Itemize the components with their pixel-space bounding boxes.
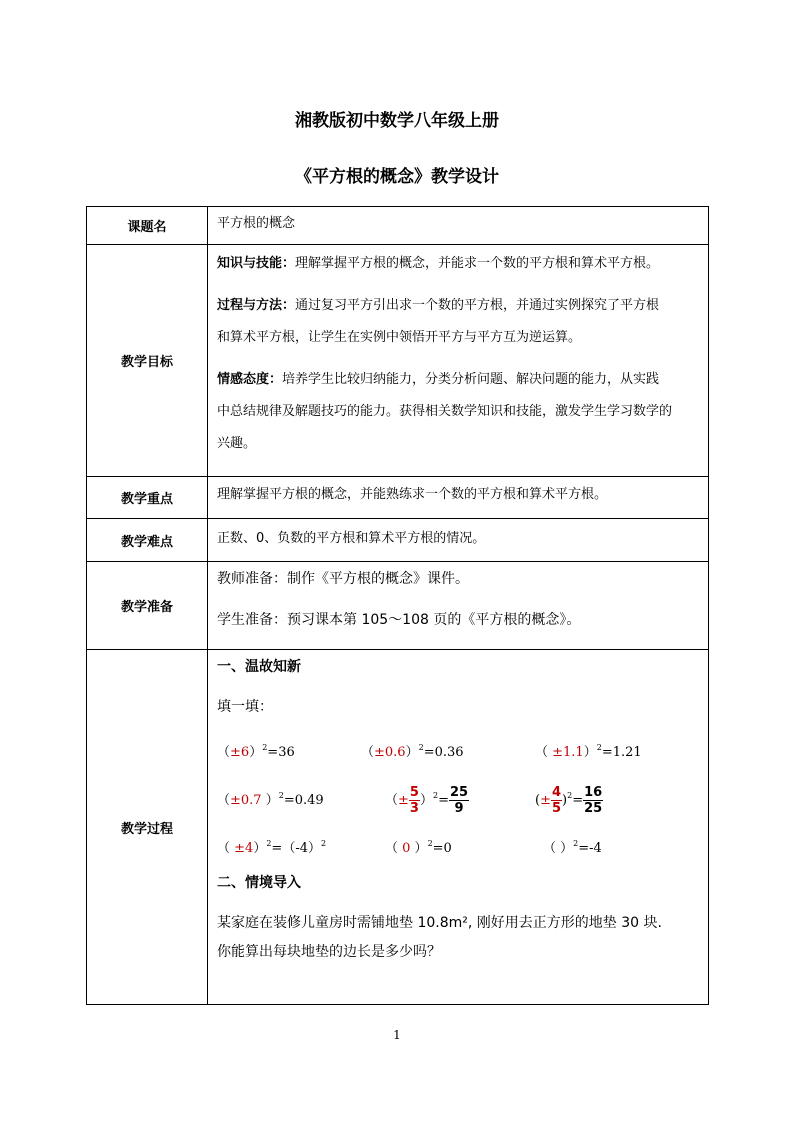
answer-1b: ±0.6 [374,745,406,760]
prep-student: 学生准备：预习课本第 105～108 页的《平方根的概念》。 [217,612,581,628]
lesson-plan-table [86,206,709,1005]
goal-emotion [217,364,700,396]
value-topic [208,207,709,245]
knowledge-heading: 知识与技能： [217,256,296,271]
scenario-text-2: 你能算出每块地垫的边长是多少吗？ [217,944,441,960]
document-title: 湘教版初中数学八年级上册 [295,111,499,131]
section-review: 一、温故知新 [217,659,301,675]
emotion-text-1: 培养学生比较归纳能力，分类分析问题、解决问题的能力，从实践 [282,372,660,387]
process-text-2: 和算术平方根，让学生在实例中领悟开平方与平方互为逆运算。 [217,330,582,345]
scenario-text-1: 某家庭在装修儿童房时需铺地垫 10.8m², 刚好用去正方形的地垫 30 块. [217,915,662,931]
exercise-1a: $(\pm 6)^2=36$ [217,743,295,760]
exercise-3a: （ $\pm 4)^2=(-4)^2$ [217,839,327,856]
exercise-row-2 [217,773,700,819]
answer-1c: ±1.1 [552,745,584,760]
answer-2b-sign: ± [398,793,409,808]
answer-2a: ±0.7 [230,793,262,808]
process-heading: 过程与方法： [217,298,296,313]
row-key [87,477,709,519]
exercise-1b: $(\pm 0.6)^2=0.36$ [361,743,464,760]
exercise-3b: （ 0 ）$^2$=0 [385,839,452,856]
page-number: 1 [393,1028,401,1042]
emotion-heading: 情感态度： [217,372,283,387]
label-prep: 教学准备 [87,562,208,650]
answer-2c-fraction: $\frac{4}{5}$ [551,785,562,816]
label-goals: 教学目标 [87,245,208,477]
value-key [208,477,709,519]
exercise-row-3 [217,821,700,867]
prep-teacher: 教师准备：制作《平方根的概念》课件。 [217,571,469,587]
section-scenario: 二、情境导入 [217,875,301,891]
exercise-3c: （ ）$^2$=-4 [543,839,602,856]
emotion-text-2: 中总结规律及解题技巧的能力。获得相关数学知识和技能，激发学生学习数学的 [217,404,673,419]
lesson-title: 《平方根的概念》教学设计 [295,167,499,187]
exercise-2a: （±0.7 ）$^2$=0.49 [217,791,324,808]
answer-1a: ±6 [230,745,250,760]
label-process: 教学过程 [87,650,208,1005]
difficulty-text: 正数、0、负数的平方根和算术平方根的情况。 [217,531,486,546]
value-difficulty [208,519,709,562]
goal-knowledge [217,248,700,280]
label-key: 教学重点 [87,477,208,519]
result-2c-fraction: $\frac{16}{25}$ [584,785,603,816]
exercise-2b: （± $\frac{5}{3}$ ）$^2$= $\frac{25}{9}$ [385,785,469,816]
knowledge-text: 理解掌握平方根的概念，并能求一个数的平方根和算术平方根。 [295,256,660,271]
answer-3b: 0 [402,841,411,856]
label-topic: 课题名 [87,207,208,245]
value-process [208,650,709,1005]
key-text: 理解掌握平方根的概念，并能熟练求一个数的平方根和算术平方根。 [217,487,608,502]
row-prep [87,562,709,650]
row-difficulty [87,519,709,562]
row-process [87,650,709,1005]
label-difficulty: 教学难点 [87,519,208,562]
exercise-2c: (± $\frac{4}{5}$ )$^2$= $\frac{16}{25}$ [535,785,603,816]
process-text-1: 通过复习平方引出求一个数的平方根，并通过实例探究了平方根 [295,298,660,313]
row-topic [87,207,709,245]
topic-text: 平方根的概念 [217,216,296,231]
answer-3a: ±4 [234,841,254,856]
result-2b-fraction: $\frac{25}{9}$ [449,785,469,816]
value-goals [208,245,709,477]
row-goals [87,245,709,477]
fill-prompt: 填一填： [217,699,273,715]
exercise-1c: （ ±1.1）$^2$=1.21 [535,743,642,760]
exercise-row-1 [217,725,700,771]
value-prep [208,562,709,650]
goal-process [217,290,700,322]
answer-2c-sign: ± [540,793,551,808]
answer-2b-fraction: $\frac{5}{3}$ [409,785,419,816]
emotion-text-3: 兴趣。 [217,436,257,451]
